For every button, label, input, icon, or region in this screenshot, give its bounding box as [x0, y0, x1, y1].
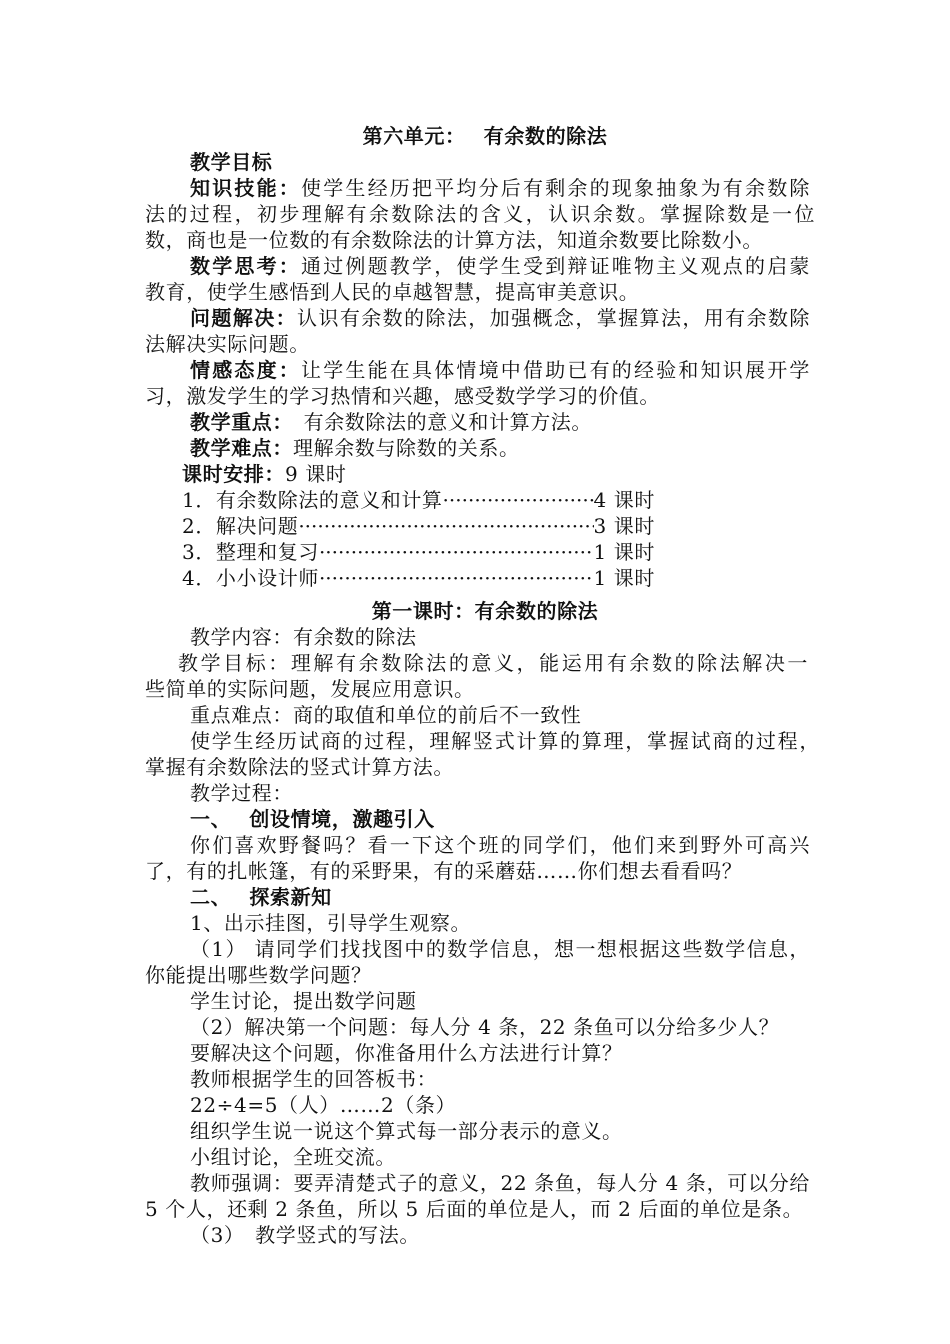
- step-1: 1、出示挂图，引导学生观察。: [190, 911, 472, 935]
- emotion-line-1: 情感态度：让学生能在具体情境中借助已有的经验和知识展开学: [190, 358, 810, 382]
- schedule: 课时安排：9 课时: [182, 462, 347, 486]
- schedule-item: 4．小小设计师 ····· 1 课时: [182, 565, 655, 591]
- lesson-process: 教学过程：: [190, 781, 293, 805]
- section-1-line-1: 你们喜欢野餐吗？看一下这个班的同学们，他们来到野外可高兴: [190, 833, 810, 857]
- lesson-aim-line-2: 掌握有余数除法的竖式计算方法。: [145, 755, 454, 779]
- difficult-point-label: 教学难点：: [190, 436, 293, 460]
- question-1-line-1: （1） 请同学们找找图中的数学信息，想一想根据这些数学信息，: [190, 937, 810, 961]
- emotion-line-2: 习，激发学生的学习热情和兴趣，感受数学学习的价值。: [145, 384, 660, 408]
- teacher-stress-line-1: 教师强调：要弄清楚式子的意义，22 条鱼，每人分 4 条，可以分给: [190, 1171, 810, 1195]
- problem-line-2: 法解决实际问题。: [145, 332, 310, 356]
- leader-dots: [319, 565, 594, 591]
- section-2-heading: 二、 探索新知: [190, 885, 332, 909]
- lesson-goal-line-1: 教学目标：理解有余数除法的意义，能运用有余数的除法解决一: [178, 651, 808, 675]
- difficult-point: 教学难点：理解余数与除数的关系。: [190, 436, 520, 460]
- leader-dots: [319, 539, 594, 565]
- schedule-item: 1．有余数除法的意义和计算 ····· 4 课时: [182, 487, 655, 513]
- lesson-aim-line-1: 使学生经历试商的过程，理解竖式计算的算理，掌握试商的过程，: [190, 729, 820, 753]
- method-question: 要解决这个问题，你准备用什么方法进行计算？: [190, 1041, 623, 1065]
- thinking-label: 数学思考：: [190, 254, 301, 278]
- emotion-label: 情感态度：: [190, 358, 301, 382]
- division-formula: 22÷4=5（人）……2（条）: [190, 1093, 457, 1117]
- student-discussion: 学生讨论，提出数学问题: [190, 989, 417, 1013]
- key-point-label: 教学重点：: [190, 410, 283, 434]
- schedule-label: 课时安排：: [182, 462, 285, 486]
- knowledge-line-2: 法的过程，初步理解有余数除法的含义，认识余数。掌握除数是一位: [145, 202, 815, 226]
- group-discussion: 小组讨论，全班交流。: [190, 1145, 396, 1169]
- goals-heading: 教学目标: [190, 150, 273, 174]
- teacher-stress-line-2: 5 个人，还剩 2 条鱼，所以 5 后面的单位是人，而 2 后面的单位是条。: [145, 1197, 804, 1221]
- knowledge-label: 知识技能：: [190, 176, 301, 200]
- lesson-key-difficulty: 重点难点：商的取值和单位的前后不一致性: [190, 703, 582, 727]
- knowledge-line-3: 数，商也是一位数的有余数除法的计算方法，知道余数要比除数小。: [145, 228, 763, 252]
- section-1-line-2: 了，有的扎帐篷，有的采野果，有的采蘑菇……你们想去看看吗？: [145, 859, 743, 883]
- knowledge-line-1: 知识技能：使学生经历把平均分后有剩余的现象抽象为有余数除: [190, 176, 810, 200]
- lesson-title: 第一课时：有余数的除法: [371, 599, 599, 623]
- explain-instruction: 组织学生说一说这个算式每一部分表示的意义。: [190, 1119, 623, 1143]
- schedule-item: 2．解决问题 ····· 3 课时: [182, 513, 655, 539]
- board-note: 教师根据学生的回答板书：: [190, 1067, 438, 1091]
- thinking-line-1: 数学思考：通过例题教学，使学生受到辩证唯物主义观点的启蒙: [190, 254, 810, 278]
- question-2: （2）解决第一个问题：每人分 4 条，22 条鱼可以分给多少人？: [190, 1015, 780, 1039]
- key-point: 教学重点： 有余数除法的意义和计算方法。: [190, 410, 592, 434]
- lesson-goal-line-2: 些简单的实际问题，发展应用意识。: [145, 677, 475, 701]
- leader-dots: [298, 513, 593, 539]
- question-1-line-2: 你能提出哪些数学问题？: [145, 963, 372, 987]
- problem-label: 问题解决：: [190, 306, 298, 330]
- thinking-line-2: 教育，使学生感悟到人民的卓越智慧，提高审美意识。: [145, 280, 640, 304]
- leader-dots: [443, 487, 594, 513]
- problem-line-1: 问题解决：认识有余数的除法，加强概念，掌握算法，用有余数除: [190, 306, 811, 330]
- unit-title: 第六单元： 有余数的除法: [362, 124, 608, 148]
- section-1-heading: 一、 创设情境，激趣引入: [190, 807, 435, 831]
- schedule-item: 3．整理和复习 ····· 1 课时: [182, 539, 655, 565]
- question-3: （3） 教学竖式的写法。: [190, 1223, 420, 1247]
- lesson-content: 教学内容：有余数的除法: [190, 625, 417, 649]
